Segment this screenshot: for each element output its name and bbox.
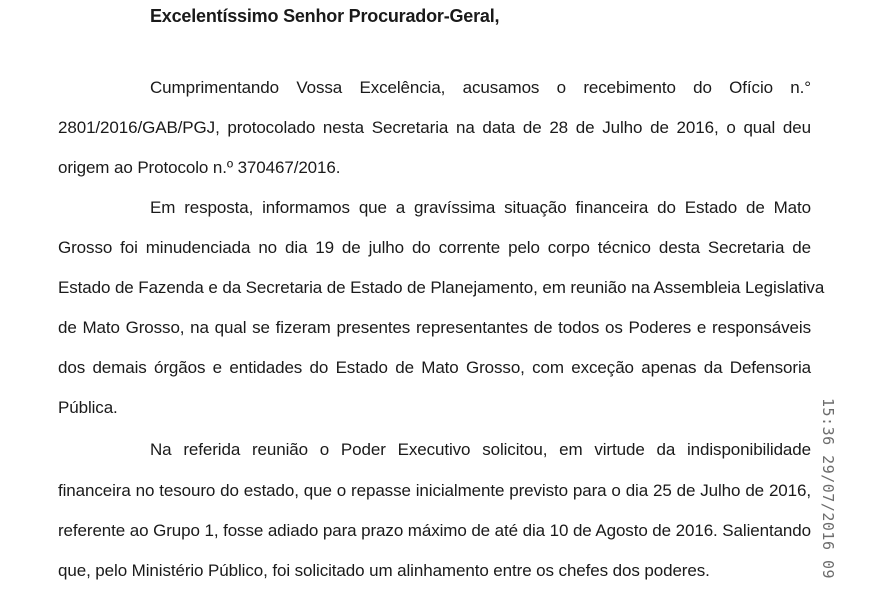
paragraph-2-line-3: Estado de Fazenda e da Secretaria de Estado de Planejamento, em reunião na Assembleia Legislativa — [58, 278, 825, 297]
paragraph-1-line-3: origem ao Protocolo n.º 370467/2016. — [58, 158, 341, 177]
paragraph-2-line-6: Pública. — [58, 398, 118, 417]
paragraph-2-line-1: Em resposta, informamos que a gravíssima situação financeira do Estado de Mato — [150, 198, 811, 217]
paragraph-2-line-2: Grosso foi minudenciada no dia 19 de julho do corrente pelo corpo técnico desta Secretaria de — [58, 238, 811, 257]
protocol-timestamp-stamp: 15:36 29/07/2016 09 — [819, 398, 837, 580]
paragraph-2-line-4: de Mato Grosso, na qual se fizeram presentes representantes de todos os Poderes e responsáveis — [58, 318, 811, 337]
paragraph-3-line-1: Na referida reunião o Poder Executivo solicitou, em virtude da indisponibilidade — [150, 440, 811, 459]
paragraph-1-line-2: 2801/2016/GAB/PGJ, protocolado nesta Secretaria na data de 28 de Julho de 2016, o qual deu — [58, 118, 811, 137]
paragraph-3-line-4: que, pelo Ministério Público, foi solicitado um alinhamento entre os chefes dos poderes. — [58, 561, 710, 580]
salutation: Excelentíssimo Senhor Procurador-Geral, — [150, 6, 500, 26]
paragraph-3-line-3: referente ao Grupo 1, fosse adiado para prazo máximo de até dia 10 de Agosto de 2016. Salientando — [58, 521, 811, 540]
paragraph-2-line-5: dos demais órgãos e entidades do Estado de Mato Grosso, com exceção apenas da Defensoria — [58, 358, 811, 377]
paragraph-1-line-1: Cumprimentando Vossa Excelência, acusamos o recebimento do Ofício n.° — [150, 78, 811, 97]
paragraph-3-line-2: financeira no tesouro do estado, que o repasse inicialmente previsto para o dia 25 de Julho de 2016, — [58, 481, 811, 500]
